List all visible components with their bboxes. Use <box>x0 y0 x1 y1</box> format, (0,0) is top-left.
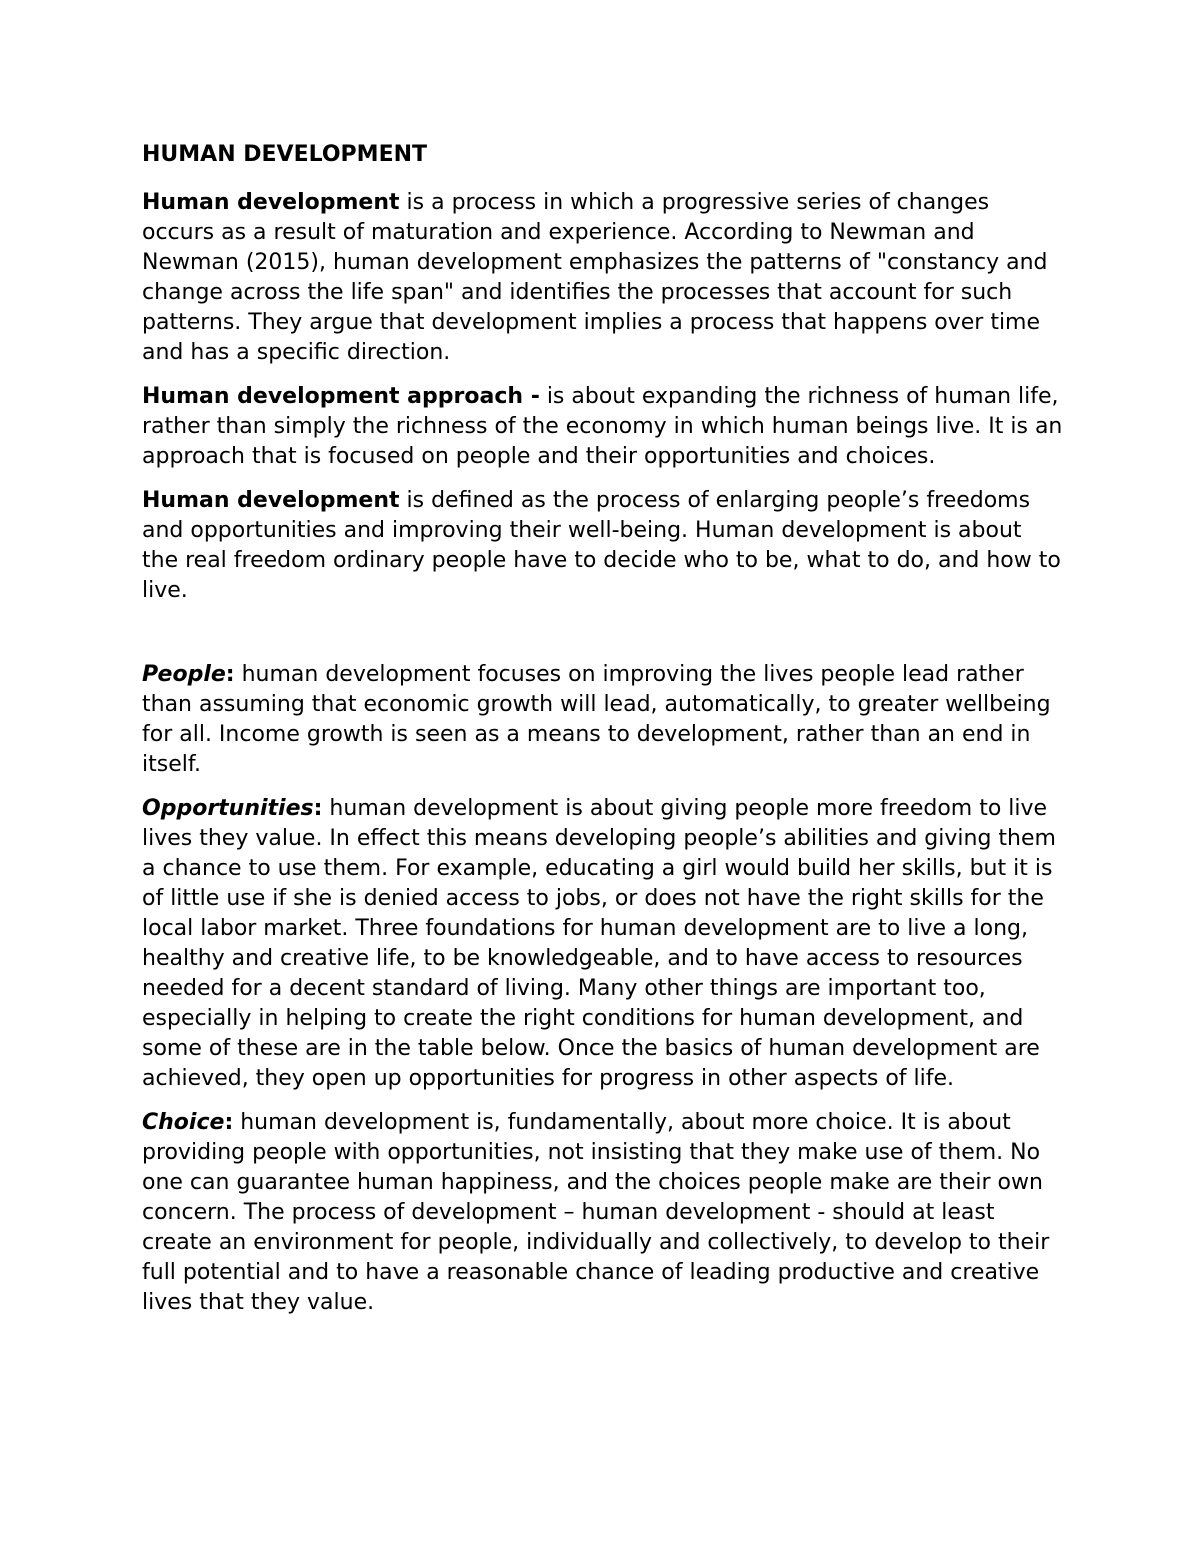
section-term: Choice <box>142 1110 225 1135</box>
paragraph-text: is defined as the process of enlarging people’s freedoms and opportunities and improving their well-being. Human development is about the real freedom ordinary people have to decide who to be, what to do, and how to live. <box>142 488 1061 603</box>
term-label: Human development <box>142 190 400 215</box>
section-text: human development is, fundamentally, about more choice. It is about providing people with opportunities, not insisting that they make use of them. No one can guarantee human happiness, and the choices people make are their own concern. The process of development – human development - should at least create an environment for people, individually and collectively, to develop to their full potential and to have a reasonable chance of leading productive and creative lives that they value. <box>142 1110 1050 1315</box>
paragraph-text: is a process in which a progressive series of changes occurs as a result of maturation and experience. According to Newman and Newman (2015), human development emphasizes the patterns of "constancy and change across the life span" and identifies the processes that account for such patterns. They argue that development implies a process that happens over time and has a specific direction. <box>142 190 1048 365</box>
paragraph-approach <box>142 382 1064 472</box>
blank-line <box>142 620 1064 660</box>
paragraph-text: is about expanding the richness of human life, rather than simply the richness of the economy in which human beings live. It is an approach that is focused on people and their opportunities and choices. <box>142 384 1063 469</box>
term-label: Human development <box>142 488 400 513</box>
section-opportunities <box>142 794 1064 1094</box>
section-choice <box>142 1108 1064 1318</box>
section-text: human development is about giving people more freedom to live lives they value. In effect this means developing people’s abilities and giving them a chance to use them. For example, educating a girl would build her skills, but it is of little use if she is denied access to jobs, or does not have the right skills for the local labor market. Three foundations for human development are to live a long, healthy and creative life, to be knowledgeable, and to have access to resources needed for a decent standard of living. Many other things are important too, especially in helping to create the right conditions for human development, and some of these are in the table below. Once the basics of human development are achieved, they open up opportunities for progress in other aspects of life. <box>142 796 1056 1091</box>
section-colon: : <box>225 662 235 687</box>
paragraph-definition <box>142 188 1064 368</box>
term-label: Human development approach - <box>142 384 540 409</box>
section-term: People <box>142 662 226 687</box>
document-title: HUMAN DEVELOPMENT <box>142 142 428 167</box>
section-text: human development focuses on improving the lives people lead rather than assuming that economic growth will lead, automatically, to greater wellbeing for all. Income growth is seen as a means to development, rather than an end in itself. <box>142 662 1051 777</box>
paragraph-defined <box>142 486 1064 606</box>
section-people <box>142 660 1064 780</box>
section-colon: : <box>313 796 323 821</box>
section-colon: : <box>224 1110 234 1135</box>
document-page <box>142 140 1064 1332</box>
section-term: Opportunities <box>142 796 314 821</box>
